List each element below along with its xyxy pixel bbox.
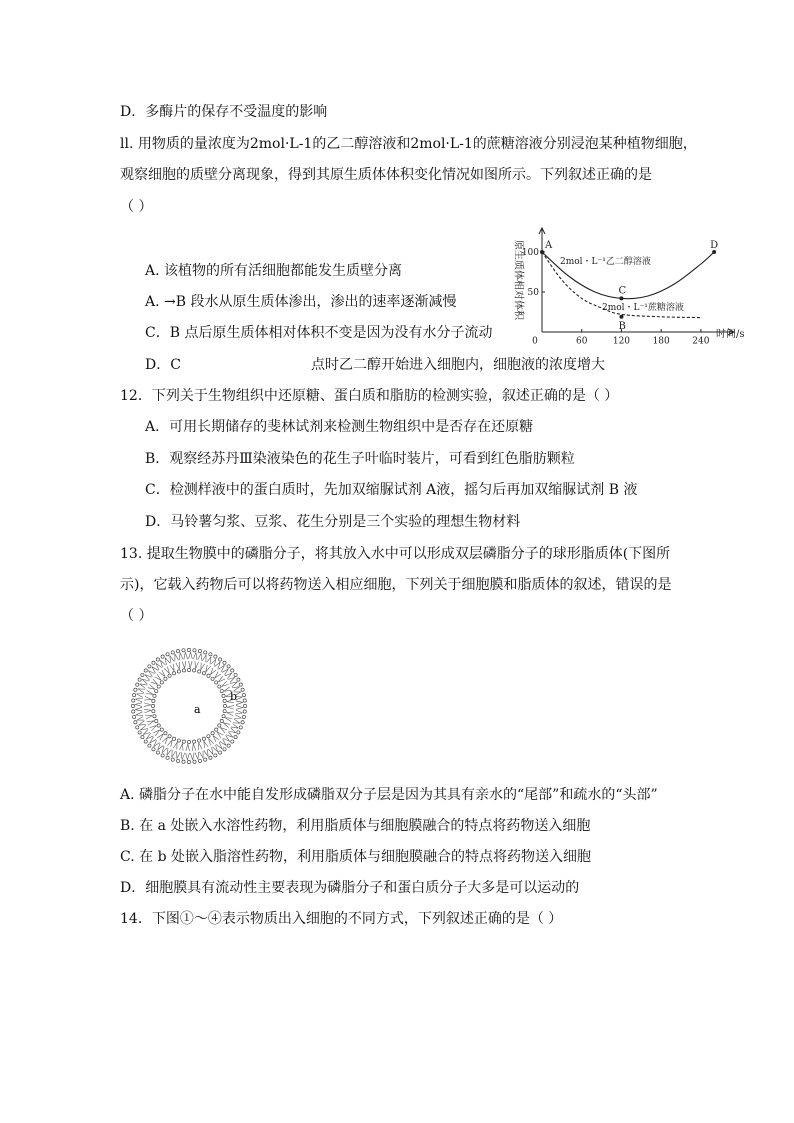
q14-stem: 14．下图①～④表示物质出入细胞的不同方式，下列叙述正确的是（ ） bbox=[120, 911, 563, 927]
phospholipid-head bbox=[243, 710, 246, 713]
phospholipid-head bbox=[204, 651, 207, 654]
y-tick-label: 50 bbox=[527, 288, 539, 298]
phospholipid-bilayer bbox=[131, 648, 246, 763]
phospholipid-tail bbox=[175, 654, 179, 661]
phospholipid-tail bbox=[141, 725, 148, 730]
liposome-diagram bbox=[124, 647, 254, 765]
phospholipid-tail bbox=[226, 712, 233, 716]
phospholipid-head bbox=[243, 699, 246, 702]
phospholipid-tail bbox=[170, 656, 174, 663]
phospholipid-head bbox=[215, 728, 218, 731]
phospholipid-tail bbox=[204, 741, 208, 748]
phospholipid-tail bbox=[140, 684, 147, 689]
phospholipid-head bbox=[144, 740, 147, 743]
phospholipid-head bbox=[193, 760, 196, 763]
phospholipid-head bbox=[155, 689, 158, 692]
phospholipid-head bbox=[241, 721, 244, 724]
phospholipid-tail bbox=[137, 716, 144, 720]
phospholipid-head bbox=[239, 726, 242, 729]
phospholipid-tail bbox=[136, 712, 143, 716]
q11-stem-line2: 观察细胞的质壁分离现象，得到其原生质体体积变化情况如图所示。下列叙述正确的是 bbox=[120, 167, 652, 183]
phospholipid-head bbox=[219, 658, 222, 661]
q13-option-c: C. 在 b 处嵌入脂溶性药物，利用脂质体与细胞膜融合的特点将药物送入细胞 bbox=[120, 849, 591, 865]
phospholipid-head bbox=[176, 759, 179, 762]
phospholipid-tail bbox=[159, 670, 165, 677]
phospholipid-tail bbox=[189, 652, 193, 659]
phospholipid-head bbox=[207, 674, 210, 677]
phospholipid-tail bbox=[209, 739, 214, 746]
q11-option-d-end: 点时乙二醇开始进入细胞内，细胞液的浓度增大 bbox=[311, 357, 605, 373]
point-label-A: A bbox=[545, 240, 553, 251]
phospholipid-tail bbox=[186, 744, 190, 751]
phospholipid-tail bbox=[157, 734, 163, 740]
liposome-label-a: a bbox=[194, 703, 201, 716]
phospholipid-tail bbox=[144, 703, 151, 707]
phospholipid-tail bbox=[228, 677, 235, 682]
phospholipid-head bbox=[198, 759, 201, 762]
phospholipid-tail bbox=[220, 727, 227, 732]
phospholipid-head bbox=[132, 693, 135, 696]
phospholipid-tail bbox=[233, 719, 240, 723]
phospholipid-tail bbox=[135, 707, 142, 711]
phospholipid-tail bbox=[222, 669, 228, 675]
phospholipid-tail bbox=[148, 684, 155, 689]
phospholipid-head bbox=[152, 661, 155, 664]
phospholipid-head bbox=[223, 748, 226, 751]
phospholipid-head bbox=[193, 740, 196, 743]
phospholipid-tail bbox=[207, 657, 212, 664]
phospholipid-tail bbox=[147, 721, 154, 725]
phospholipid-tail bbox=[223, 723, 230, 728]
phospholipid-tail bbox=[184, 652, 188, 659]
series-label-1: 2mol・L⁻¹乙二醇溶液 bbox=[560, 257, 651, 267]
phospholipid-tail bbox=[135, 698, 142, 702]
liposome-label-b: b bbox=[230, 690, 238, 703]
phospholipid-tail bbox=[142, 679, 149, 684]
phospholipid-head bbox=[132, 710, 135, 713]
q12-option-a: A．可用长期储存的斐林试剂来检测生物组织中是否存在还原糖 bbox=[145, 419, 534, 435]
x-tick-label: 180 bbox=[652, 336, 670, 347]
phospholipid-head bbox=[172, 672, 175, 675]
phospholipid-head bbox=[242, 715, 245, 718]
phospholipid-tail bbox=[220, 739, 226, 745]
phospholipid-tail bbox=[231, 724, 238, 729]
phospholipid-tail bbox=[150, 726, 157, 731]
phospholipid-head bbox=[152, 699, 155, 702]
phospholipid-head bbox=[234, 736, 237, 739]
phospholipid-head bbox=[160, 681, 163, 684]
phospholipid-tail bbox=[222, 681, 229, 686]
phospholipid-head bbox=[202, 737, 205, 740]
phospholipid-head bbox=[160, 728, 163, 731]
q13-answer-paren: （ ） bbox=[120, 608, 153, 624]
phospholipid-head bbox=[182, 669, 185, 672]
phospholipid-tail bbox=[150, 737, 156, 743]
x-tick-label: 60 bbox=[575, 336, 588, 347]
phospholipid-tail bbox=[216, 742, 222, 749]
phospholipid-tail bbox=[179, 743, 183, 750]
phospholipid-tail bbox=[152, 667, 158, 673]
phospholipid-tail bbox=[164, 667, 169, 674]
phospholipid-head bbox=[168, 674, 171, 677]
phospholipid-tail bbox=[227, 706, 234, 710]
phospholipid-head bbox=[141, 736, 144, 739]
phospholipid-head bbox=[237, 731, 240, 734]
phospholipid-head bbox=[151, 704, 154, 707]
y-axis-title-text: 原生质体相对体积 bbox=[512, 240, 524, 320]
phospholipid-tail bbox=[155, 674, 161, 680]
phospholipid-tail bbox=[162, 737, 167, 744]
phospholipid-tail bbox=[143, 729, 150, 734]
phospholipid-head bbox=[202, 672, 205, 675]
phospholipid-head bbox=[182, 649, 185, 652]
point-label-C: C bbox=[618, 285, 627, 297]
phospholipid-tail bbox=[144, 696, 151, 700]
phospholipid-tail bbox=[167, 740, 172, 747]
phospholipid-tail bbox=[208, 747, 213, 754]
chart-plot-area bbox=[522, 228, 734, 347]
phospholipid-tail bbox=[202, 655, 206, 662]
phospholipid-head bbox=[198, 739, 201, 742]
phospholipid-tail bbox=[148, 671, 155, 677]
phospholipid-tail bbox=[235, 710, 242, 714]
phospholipid-tail bbox=[236, 706, 243, 710]
phospholipid-tail bbox=[217, 732, 223, 738]
phospholipid-tail bbox=[136, 694, 143, 698]
phospholipid-tail bbox=[154, 740, 160, 747]
phospholipid-tail bbox=[212, 745, 217, 752]
phospholipid-head bbox=[153, 694, 156, 697]
q13-stem-line2: 示)，它载入药物后可以将药物送入相应细胞，下列关于细胞膜和脂质体的叙述，错误的是 bbox=[120, 577, 672, 593]
x-tick-label: 0 bbox=[532, 336, 538, 347]
phospholipid-head bbox=[168, 735, 171, 738]
q11-stem-line1: ll. 用物质的量浓度为2mol·L-1的乙二醇溶液和2mol·L-1的蔗糖溶液分别浸泡某种植物细胞， bbox=[120, 136, 697, 152]
phospholipid-head bbox=[172, 737, 175, 740]
phospholipid-head bbox=[164, 732, 167, 735]
phospholipid-tail bbox=[181, 752, 185, 759]
q13-option-a: A. 磷脂分子在水中能自发形成磷脂双分子层是因为其具有亲水的“尾部”和疏水的“头部” bbox=[120, 787, 658, 803]
phospholipid-head bbox=[157, 724, 160, 727]
phospholipid-tail bbox=[153, 730, 160, 736]
phospholipid-head bbox=[207, 735, 210, 738]
phospholipid-head bbox=[234, 673, 237, 676]
phospholipid-head bbox=[231, 669, 234, 672]
phospholipid-tail bbox=[211, 659, 216, 666]
phospholipid-tail bbox=[146, 690, 153, 694]
phospholipid-tail bbox=[215, 672, 221, 678]
phospholipid-head bbox=[223, 661, 226, 664]
phospholipid-head bbox=[138, 731, 141, 734]
q12-option-b: B．观察经苏丹Ⅲ染液染色的花生子叶临时装片，可看到红色脂肪颗粒 bbox=[145, 451, 575, 467]
phospholipid-tail bbox=[201, 663, 205, 670]
phospholipid-head bbox=[220, 719, 223, 722]
phospholipid-head bbox=[176, 649, 179, 652]
phospholipid-head bbox=[219, 751, 222, 754]
phospholipid-head bbox=[141, 673, 144, 676]
phospholipid-tail bbox=[138, 689, 145, 693]
phospholipid-tail bbox=[179, 653, 183, 660]
phospholipid-head bbox=[209, 756, 212, 759]
phospholipid-head bbox=[211, 677, 214, 680]
q12-option-d: D．马铃薯匀浆、豆浆、花生分别是三个实验的理想生物材料 bbox=[145, 514, 521, 530]
phospholipid-head bbox=[152, 748, 155, 751]
q11-answer-paren: （ ） bbox=[120, 199, 153, 215]
phospholipid-head bbox=[214, 754, 217, 757]
phospholipid-head bbox=[152, 710, 155, 713]
phospholipid-tail bbox=[139, 721, 146, 725]
phospholipid-head bbox=[156, 658, 159, 661]
phospholipid-head bbox=[177, 739, 180, 742]
phospholipid-tail bbox=[225, 718, 232, 722]
q13-stem-line1: 13. 提取生物膜中的磷脂分子，将其放入水中可以形成双层磷脂分子的球形脂质体(下图所 bbox=[120, 546, 671, 562]
phospholipid-head bbox=[223, 710, 226, 713]
phospholipid-head bbox=[218, 724, 221, 727]
phospholipid-tail bbox=[213, 735, 219, 742]
q11-option-d-start: D．C bbox=[145, 357, 181, 373]
phospholipid-head bbox=[157, 685, 160, 688]
phospholipid-head bbox=[132, 699, 135, 702]
phospholipid-head bbox=[243, 704, 246, 707]
y-tick-label: 100 bbox=[521, 248, 539, 258]
phospholipid-head bbox=[182, 740, 185, 743]
phospholipid-head bbox=[134, 721, 137, 724]
phospholipid-tail bbox=[199, 751, 203, 758]
phospholipid-tail bbox=[204, 749, 208, 756]
phospholipid-tail bbox=[198, 653, 202, 660]
phospholipid-head bbox=[241, 688, 244, 691]
x-tick-label: 240 bbox=[692, 336, 710, 347]
phospholipid-head bbox=[214, 655, 217, 658]
phospholipid-tail bbox=[230, 682, 237, 687]
phospholipid-head bbox=[161, 754, 164, 757]
phospholipid-head bbox=[144, 669, 147, 672]
phospholipid-tail bbox=[206, 665, 211, 672]
phospholipid-head bbox=[171, 651, 174, 654]
phospholipid-tail bbox=[135, 703, 142, 707]
phospholipid-head bbox=[187, 668, 190, 671]
phospholipid-head bbox=[209, 653, 212, 656]
point-B bbox=[619, 315, 623, 319]
phospholipid-head bbox=[153, 715, 156, 718]
phospholipid-head bbox=[164, 677, 167, 680]
phospholipid-head bbox=[220, 689, 223, 692]
phospholipid-tail bbox=[218, 676, 225, 682]
phospholipid-tail bbox=[177, 751, 181, 758]
phospholipid-head bbox=[242, 693, 245, 696]
phospholipid-tail bbox=[215, 662, 221, 669]
q11-option-a: A. 该植物的所有活细胞都能发生质壁分离 bbox=[145, 263, 403, 279]
phospholipid-head bbox=[182, 760, 185, 763]
q12-stem: 12．下列关于生物组织中还原糖、蛋白质和脂肪的检测实验，叙述正确的是（ ） bbox=[120, 388, 619, 404]
x-axis-title: 时间/s bbox=[716, 329, 745, 340]
phospholipid-head bbox=[204, 758, 207, 761]
phospholipid-tail bbox=[226, 732, 233, 738]
phospholipid-head bbox=[198, 649, 201, 652]
phospholipid-head bbox=[166, 653, 169, 656]
phospholipid-tail bbox=[229, 728, 236, 733]
phospholipid-head bbox=[215, 681, 218, 684]
phospholipid-head bbox=[187, 760, 190, 763]
phospholipid-head bbox=[155, 719, 158, 722]
phospholipid-head bbox=[166, 756, 169, 759]
phospholipid-tail bbox=[170, 664, 174, 671]
phospholipid-head bbox=[132, 715, 135, 718]
phospholipid-tail bbox=[192, 744, 196, 751]
phospholipid-head bbox=[239, 683, 242, 686]
q11-option-b: A. →B 段水从原生质体渗出，渗出的速率逐渐减慢 bbox=[145, 294, 457, 310]
phospholipid-tail bbox=[156, 663, 162, 670]
phospholipid-head bbox=[223, 699, 226, 702]
q12-option-c: C．检测样液中的蛋白质时，先加双缩脲试剂 A液，摇匀后再加双缩脲试剂 B 液 bbox=[145, 482, 638, 498]
phospholipid-tail bbox=[145, 675, 152, 681]
phospholipid-head bbox=[136, 726, 139, 729]
phospholipid-tail bbox=[218, 665, 224, 672]
phospholipid-tail bbox=[176, 662, 180, 669]
phospholipid-head bbox=[223, 704, 226, 707]
phospholipid-head bbox=[211, 732, 214, 735]
phospholipid-tail bbox=[172, 750, 176, 757]
phospholipid-head bbox=[156, 751, 159, 754]
point-label-D: D bbox=[710, 240, 719, 251]
point-A bbox=[540, 250, 544, 254]
q13-option-b: B. 在 a 处嵌入水溶性药物，利用脂质体与细胞膜融合的特点将药物送入细胞 bbox=[120, 818, 591, 834]
phospholipid-head bbox=[222, 694, 225, 697]
phospholipid-head bbox=[187, 740, 190, 743]
phospholipid-tail bbox=[158, 743, 164, 750]
phospholipid-tail bbox=[186, 753, 190, 760]
phospholipid-tail bbox=[145, 716, 152, 720]
phospholipid-tail bbox=[146, 733, 153, 739]
series-label-2: 2mol・L⁻¹蔗糖溶液 bbox=[602, 303, 684, 313]
phospholipid-head bbox=[193, 669, 196, 672]
phospholipid-head bbox=[222, 715, 225, 718]
phospholipid-head bbox=[134, 688, 137, 691]
q11-option-c: C．B 点后原生质体相对体积不变是因为没有水分子流动 bbox=[145, 325, 493, 341]
phospholipid-head bbox=[231, 740, 234, 743]
phospholipid-head bbox=[161, 655, 164, 658]
x-tick-label: 120 bbox=[612, 336, 631, 347]
volume-change-chart bbox=[506, 222, 750, 347]
phospholipid-head bbox=[177, 670, 180, 673]
phospholipid-tail bbox=[165, 658, 170, 665]
phospholipid-head bbox=[198, 670, 201, 673]
phospholipid-tail bbox=[199, 743, 203, 750]
phospholipid-head bbox=[193, 649, 196, 652]
point-label-B: B bbox=[618, 320, 626, 332]
phospholipid-head bbox=[148, 744, 151, 747]
phospholipid-head bbox=[136, 683, 139, 686]
phospholipid-head bbox=[227, 744, 230, 747]
phospholipid-head bbox=[218, 685, 221, 688]
phospholipid-tail bbox=[144, 709, 151, 713]
phospholipid-tail bbox=[195, 661, 199, 668]
phospholipid-head bbox=[138, 678, 141, 681]
phospholipid-tail bbox=[162, 746, 167, 753]
phospholipid-head bbox=[237, 678, 240, 681]
q13-option-d: D．细胞膜具有流动性主要表现为磷脂分子和蛋白质分子大多是可以运动的 bbox=[120, 880, 580, 896]
phospholipid-head bbox=[171, 758, 174, 761]
phospholipid-tail bbox=[151, 679, 158, 684]
phospholipid-tail bbox=[195, 752, 199, 759]
phospholipid-tail bbox=[225, 673, 232, 679]
phospholipid-head bbox=[187, 648, 190, 651]
phospholipid-tail bbox=[190, 753, 194, 760]
phospholipid-tail bbox=[210, 668, 215, 675]
phospholipid-tail bbox=[234, 715, 241, 719]
phospholipid-tail bbox=[173, 742, 177, 749]
phospholipid-tail bbox=[189, 661, 193, 668]
phospholipid-tail bbox=[182, 661, 186, 668]
phospholipid-tail bbox=[223, 735, 230, 741]
phospholipid-tail bbox=[193, 652, 197, 659]
phospholipid-tail bbox=[167, 748, 172, 755]
phospholipid-tail bbox=[160, 660, 165, 667]
phospholipid-head bbox=[148, 665, 151, 668]
phospholipid-head bbox=[227, 665, 230, 668]
q10-option-d: D．多酶片的保存不受温度的影响 bbox=[120, 104, 328, 120]
point-C bbox=[619, 296, 623, 300]
phospholipid-head bbox=[131, 704, 134, 707]
